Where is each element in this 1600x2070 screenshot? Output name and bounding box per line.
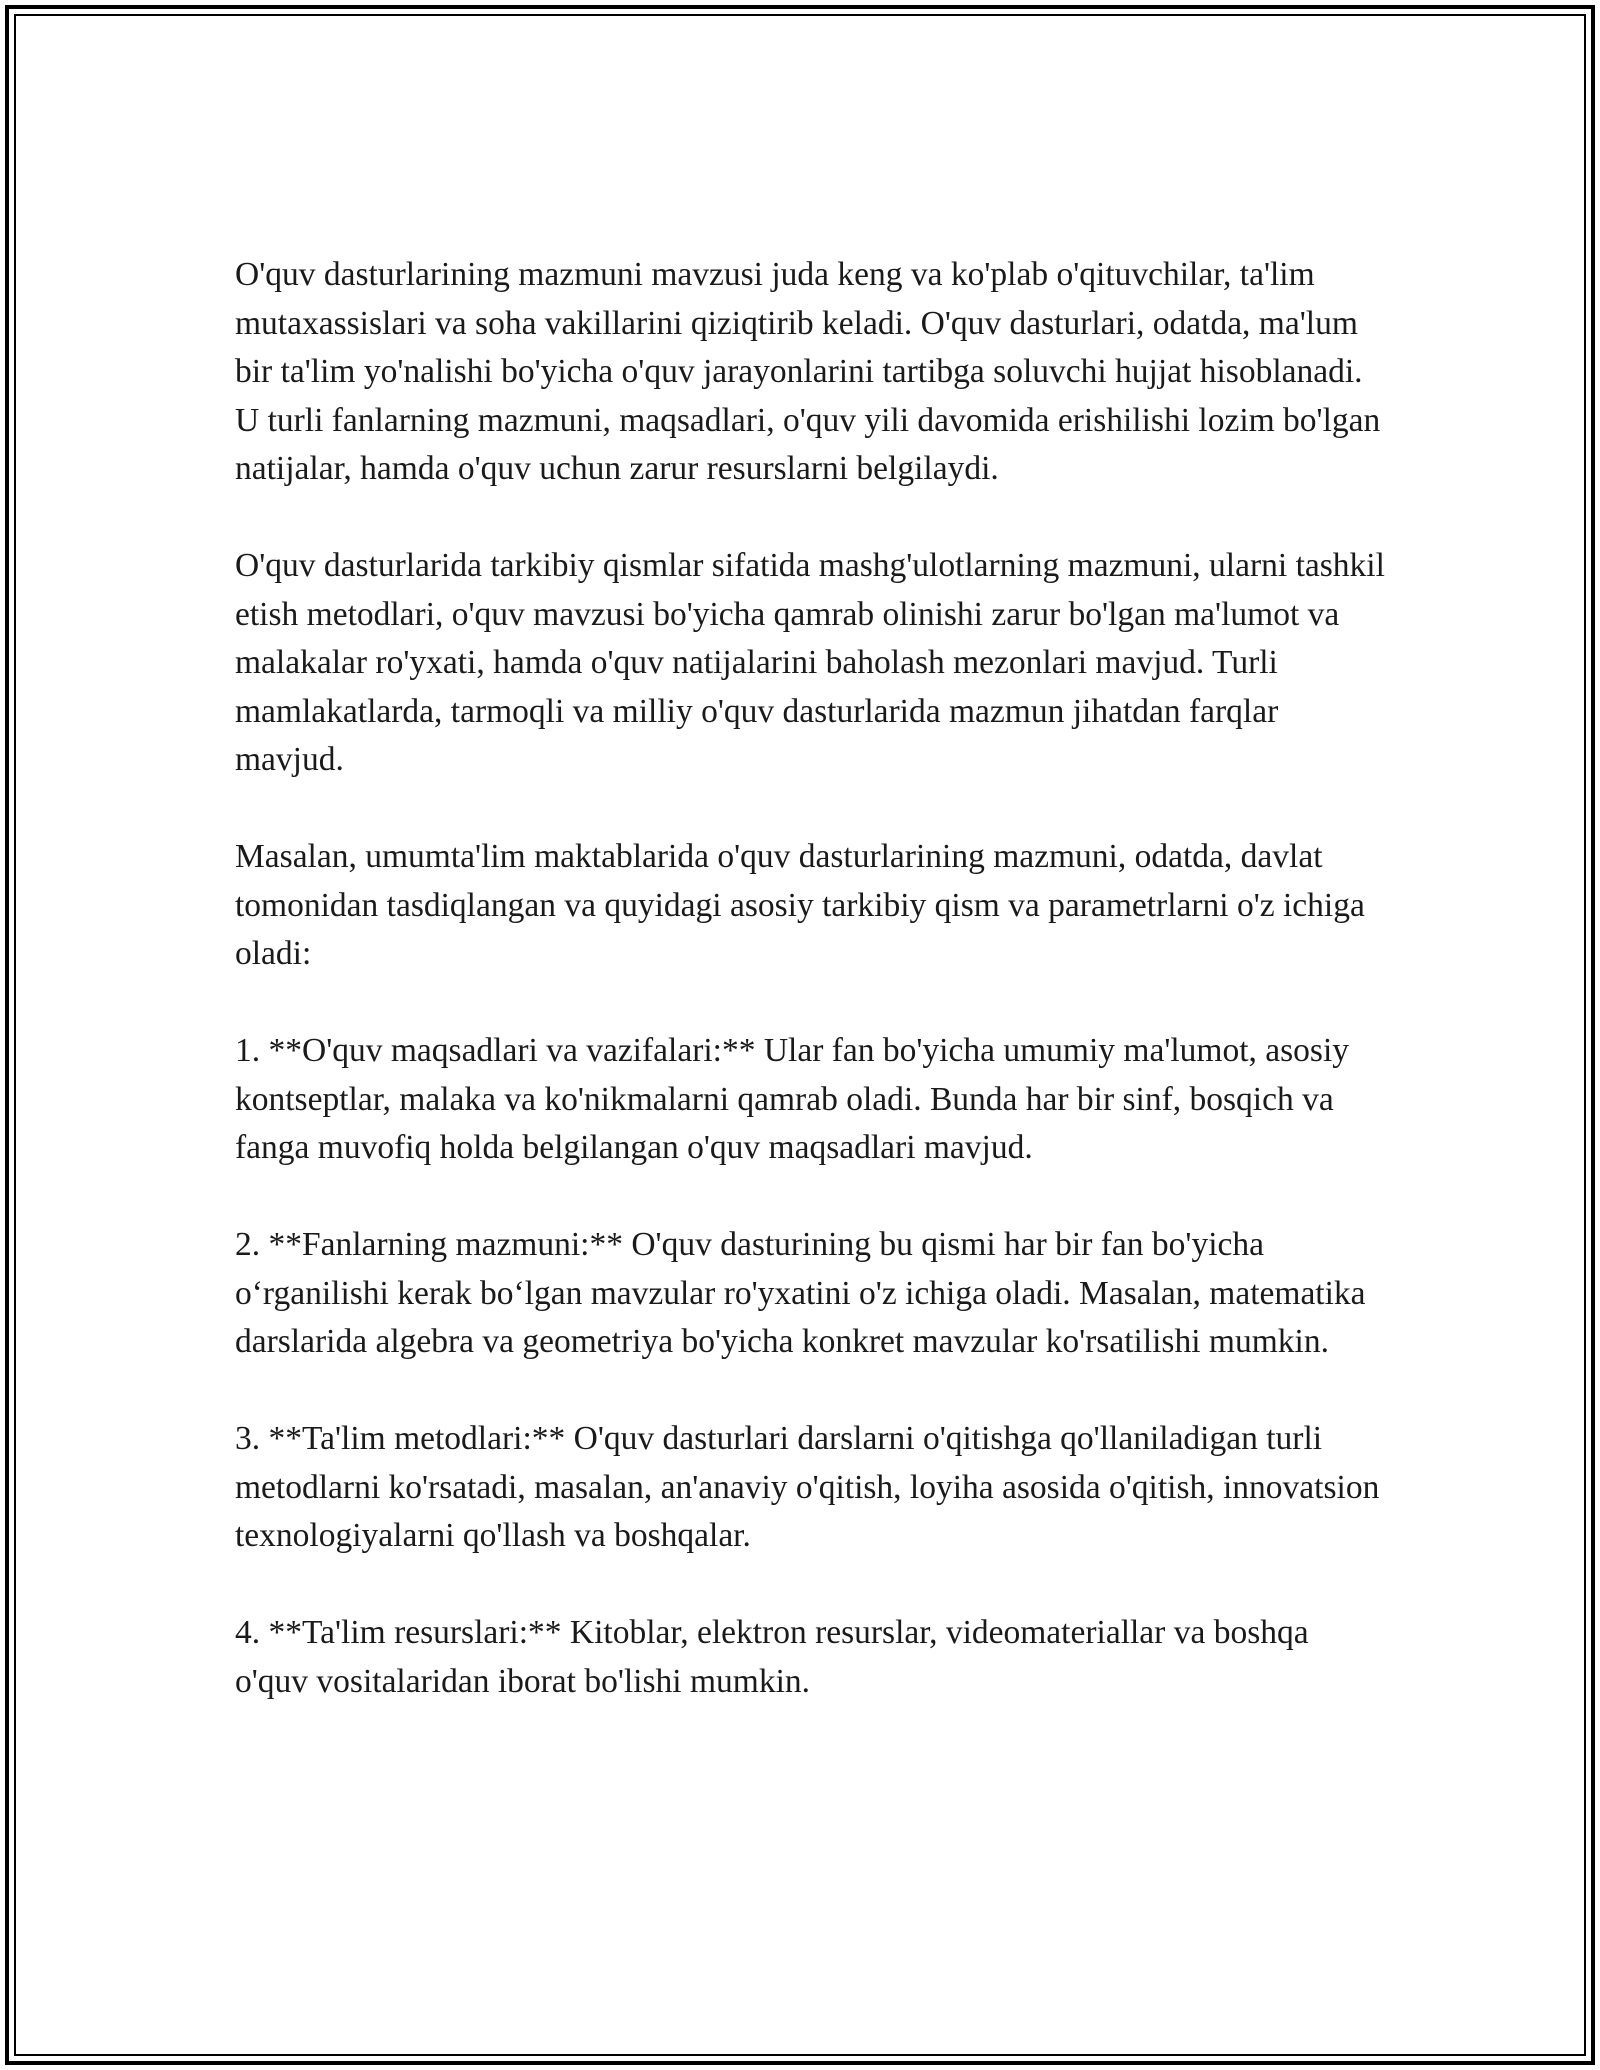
list-item-resources: 4. **Ta'lim resurslari:** Kitoblar, elektron resurslar, videomateriallar va boshqa o'quv vositalaridan iborat bo'lishi mumkin.: [235, 1614, 1309, 1700]
paragraph-intro: O'quv dasturlarining mazmuni mavzusi juda keng va ko'plab o'qituvchilar, ta'lim mutaxassislari va soha vakillarini qiziqtirib keladi. O'quv dasturlari, odatda, ma'lum bir ta'lim yo'nalishi bo'yicha o'quv jarayonlarini tartibga soluvchi hujjat hisoblanadi. U turli fanlarning mazmuni, maqsadlari, o'quv yili davomida erishilishi lozim bo'lgan natijalar, hamda o'quv uchun zarur resurslarni belgilaydi.: [235, 256, 1381, 487]
paragraph-components: O'quv dasturlarida tarkibiy qismlar sifatida mashg'ulotlarning mazmuni, ularni tashkil etish metodlari, o'quv mavzusi bo'yicha qamrab olinishi zarur bo'lgan ma'lumot va malakalar ro'yxati, hamda o'quv natijalarini baholash mezonlari mavjud. Turli mamlakatlarda, tarmoqli va milliy o'quv dasturlarida mazmun jihatdan farqlar mavjud.: [235, 547, 1385, 778]
paragraph-example: Masalan, umumta'lim maktablarida o'quv dasturlarining mazmuni, odatda, davlat tomonidan tasdiqlangan va quyidagi asosiy tarkibiy qism va parametrlarni o'z ichiga oladi:: [235, 838, 1365, 972]
list-item-subject-content: 2. **Fanlarning mazmuni:** O'quv dasturining bu qismi har bir fan bo'yicha o‘rganilishi kerak bo‘lgan mavzular ro'yxatini o'z ichiga oladi. Masalan, matematika darslarida algebra va geometriya bo'yicha konkret mavzular ko'rsatilishi mumkin.: [235, 1226, 1366, 1360]
document-body: [235, 251, 1385, 1706]
list-item-teaching-methods: 3. **Ta'lim metodlari:** O'quv dasturlari darslarni o'qitishga qo'llaniladigan turli metodlarni ko'rsatadi, masalan, an'anaviy o'qitish, loyiha asosida o'qitish, innovatsion texnologiyalarni qo'llash va boshqalar.: [235, 1420, 1380, 1554]
list-item-goals: 1. **O'quv maqsadlari va vazifalari:** Ular fan bo'yicha umumiy ma'lumot, asosiy kontseptlar, malaka va ko'nikmalarni qamrab oladi. Bunda har bir sinf, bosqich va fanga muvofiq holda belgilangan o'quv maqsadlari mavjud.: [235, 1032, 1350, 1166]
